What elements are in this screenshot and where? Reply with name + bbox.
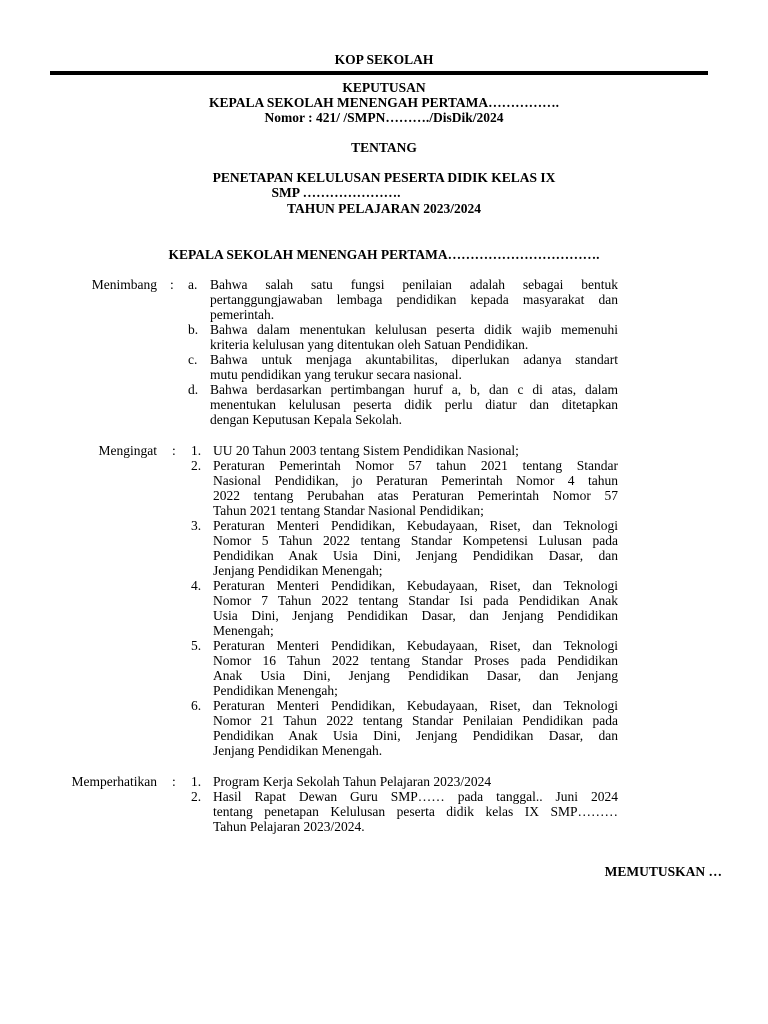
menimbang-item-line: kriteria kelulusan yang ditentukan oleh Satuan Pendidikan. — [210, 337, 529, 352]
memperhatikan-item-line: Program Kerja Sekolah Tahun Pelajaran 2023/2024 — [213, 774, 492, 789]
mengingat-item-line: Peraturan Menteri Pendidikan, Kebudayaan, Riset, dan Teknologi — [213, 518, 618, 533]
tentang-heading: TENTANG — [351, 140, 417, 155]
memperhatikan-item-line: Tahun Pelajaran 2023/2024. — [213, 819, 365, 834]
mengingat-item-line: Peraturan Menteri Pendidikan, Kebudayaan, Riset, dan Teknologi — [213, 578, 618, 593]
mengingat-item-line: Anak Usia Dini, Jenjang Pendidikan Dasar, dan Jenjang — [213, 668, 618, 683]
memperhatikan-item-marker: 2. — [191, 789, 202, 804]
menimbang-item-marker: c. — [188, 352, 198, 367]
kop-sekolah: KOP SEKOLAH — [334, 52, 434, 67]
mengingat-item-line: Nomor 21 Tahun 2022 tentang Standar Penilaian Pendidikan pada — [213, 713, 618, 728]
memperhatikan-colon: : — [172, 774, 176, 789]
mengingat-colon: : — [172, 443, 176, 458]
menimbang-item-line: Bahwa berdasarkan pertimbangan huruf a, b, dan c di atas, dalam — [210, 382, 618, 397]
menimbang-item-marker: b. — [188, 322, 199, 337]
memperhatikan-item-line: Hasil Rapat Dewan Guru SMP…… pada tanggal.. Juni 2024 — [213, 789, 618, 804]
mengingat-item-marker: 6. — [191, 698, 202, 713]
header-rule — [50, 71, 708, 75]
menimbang-item-line: menentukan kelulusan peserta didik perlu diatur dan ditetapkan — [210, 397, 618, 412]
mengingat-item-line: Nomor 5 Tahun 2022 tentang Standar Kompetensi Lulusan pada — [213, 533, 618, 548]
mengingat-item-line: Peraturan Menteri Pendidikan, Kebudayaan, Riset, dan Teknologi — [213, 638, 618, 653]
mengingat-item-line: Nomor 16 Tahun 2022 tentang Standar Proses pada Pendidikan — [213, 653, 618, 668]
mengingat-item-line: Nomor 7 Tahun 2022 tentang Standar Isi pada Pendidikan Anak — [213, 593, 618, 608]
mengingat-item-marker: 2. — [191, 458, 202, 473]
mengingat-item-line: 2022 tentang Perubahan atas Peraturan Pemerintah Nomor 57 — [213, 488, 618, 503]
menimbang-item-line: Bahwa salah satu fungsi penilaian adalah sebagai bentuk — [210, 277, 618, 292]
title-line-2: SMP …………………. — [271, 185, 401, 200]
mengingat-item-marker: 3. — [191, 518, 202, 533]
menimbang-item-line: dengan Keputusan Kepala Sekolah. — [210, 412, 402, 427]
mengingat-item-line: Usia Dini, Jenjang Pendidikan Dasar, dan Jenjang Pendidikan — [213, 608, 618, 623]
menimbang-item-line: pertanggungjawaban lembaga pendidikan kepada masyarakat dan — [210, 292, 618, 307]
mengingat-item-line: Pendidikan Anak Usia Dini, Jenjang Pendidikan Dasar, dan — [213, 728, 618, 743]
menimbang-item-line: Bahwa dalam menentukan kelulusan peserta didik wajib memenuhi — [210, 322, 618, 337]
mengingat-item-line: Pendidikan Anak Usia Dini, Jenjang Pendidikan Dasar, dan — [213, 548, 618, 563]
mengingat-item-line: Jenjang Pendidikan Menengah. — [213, 743, 383, 758]
menimbang-label: Menimbang — [91, 277, 157, 292]
menimbang-item-marker: a. — [188, 277, 198, 292]
mengingat-item-line: Pendidikan Menengah; — [213, 683, 338, 698]
mengingat-item-marker: 1. — [191, 443, 202, 458]
nomor-line: Nomor : 421/ /SMPN………./DisDik/2024 — [264, 110, 504, 125]
mengingat-item-line: Tahun 2021 tentang Standar Nasional Pendidikan; — [213, 503, 484, 518]
kepala-sekolah-heading: KEPALA SEKOLAH MENENGAH PERTAMA……………. — [208, 95, 560, 110]
menimbang-item-line: mutu pendidikan yang terukur secara nasional. — [210, 367, 462, 382]
menimbang-item-line: Bahwa untuk menjaga akuntabilitas, diperlukan adanya standart — [210, 352, 618, 367]
mengingat-item-marker: 4. — [191, 578, 202, 593]
memperhatikan-label: Memperhatikan — [71, 774, 157, 789]
menimbang-item-line: pemerintah. — [210, 307, 275, 322]
mengingat-item-line: Peraturan Menteri Pendidikan, Kebudayaan, Riset, dan Teknologi — [213, 698, 618, 713]
menimbang-colon: : — [170, 277, 174, 292]
mengingat-item-line: UU 20 Tahun 2003 tentang Sistem Pendidikan Nasional; — [213, 443, 519, 458]
memperhatikan-item-line: tentang penetapan Kelulusan peserta didik kelas IX SMP……… — [213, 804, 618, 819]
title-line-1: PENETAPAN KELULUSAN PESERTA DIDIK KELAS IX — [212, 170, 556, 185]
mengingat-item-line: Peraturan Pemerintah Nomor 57 tahun 2021 tentang Standar — [213, 458, 618, 473]
kepala-sekolah-line: KEPALA SEKOLAH MENENGAH PERTAMA……………………………. — [168, 247, 600, 262]
mengingat-item-line: Menengah; — [213, 623, 274, 638]
keputusan-heading: KEPUTUSAN — [342, 80, 426, 95]
title-line-3: TAHUN PELAJARAN 2023/2024 — [286, 201, 481, 216]
memutuskan-label: MEMUTUSKAN … — [604, 864, 722, 879]
menimbang-item-marker: d. — [188, 382, 199, 397]
mengingat-item-line: Jenjang Pendidikan Menengah; — [213, 563, 383, 578]
mengingat-label: Mengingat — [98, 443, 157, 458]
mengingat-item-line: Nasional Pendidikan, jo Peraturan Pemerintah Nomor 4 tahun — [213, 473, 618, 488]
mengingat-item-marker: 5. — [191, 638, 202, 653]
memperhatikan-item-marker: 1. — [191, 774, 202, 789]
